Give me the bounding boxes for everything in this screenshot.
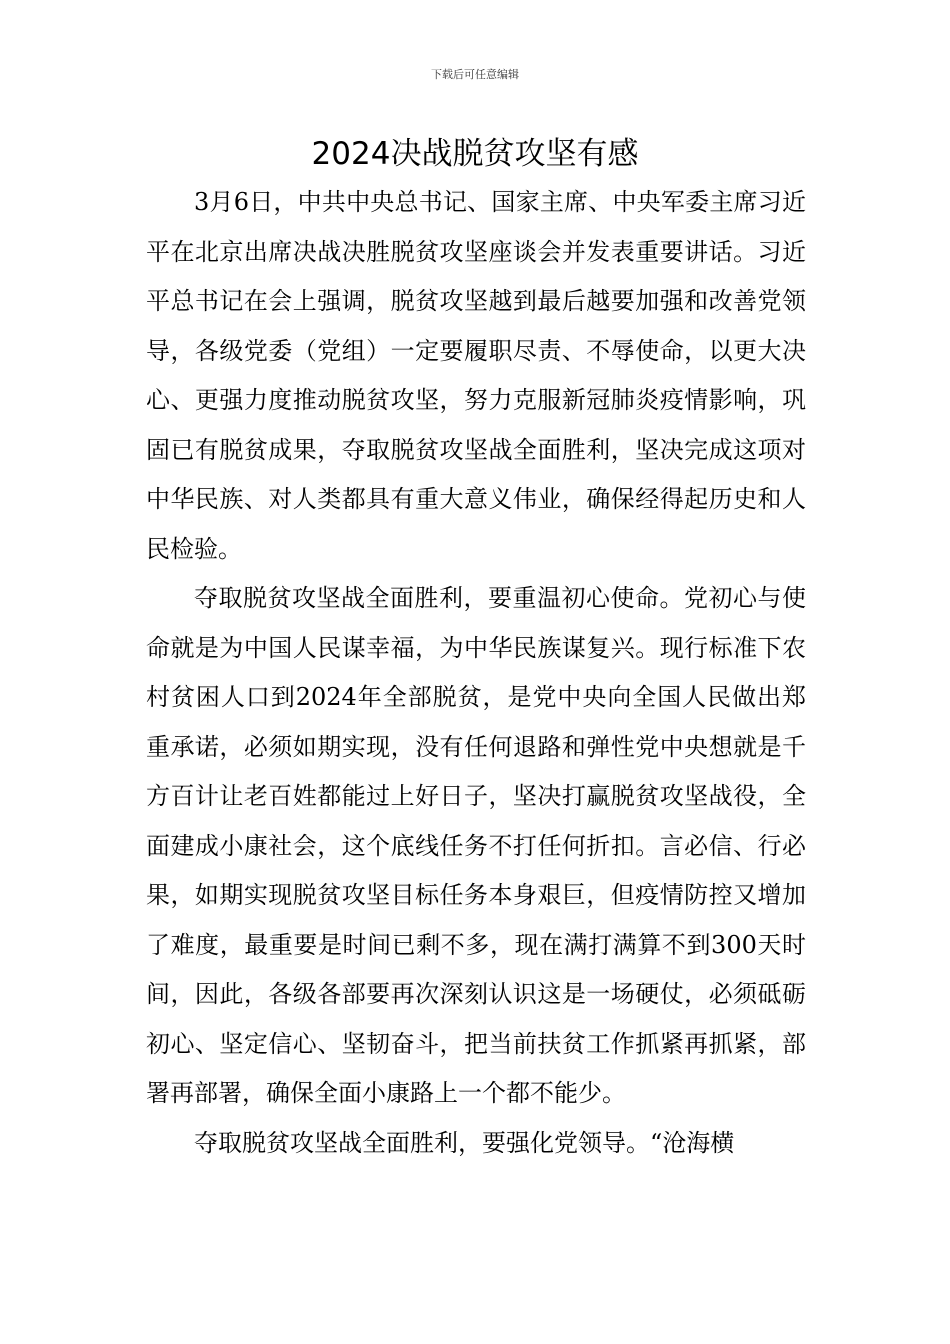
paragraph: 夺取脱贫攻坚战全面胜利，要强化党领导。“沧海横 [194,1128,735,1157]
paragraph: 3月6日，中共中央总书记、国家主席、中央军委主席习近平在北京出席决战决胜脱贫攻坚座谈会并发表重要讲话。习近平总书记在会上强调，脱贫攻坚越到最后越要加强和改善党领导，各级党委（党组）一定要履职尽责、不辱使命，以更大决心、更强力度推动脱贫攻坚，努力克服新冠肺炎疫情影响，巩固已有脱贫成果，夺取脱贫攻坚战全面胜利，坚决完成这项对中华民族、对人类都具有重大意义伟业，确保经得起历史和人民检验。 [146,188,806,563]
document-title: 2024决战脱贫攻坚有感 [311,136,639,172]
document-body [146,178,806,1168]
header-note: 下载后可任意编辑 [431,68,519,81]
paragraph: 夺取脱贫攻坚战全面胜利，要重温初心使命。党初心与使命就是为中国人民谋幸福，为中华民族谋复兴。现行标准下农村贫困人口到2024年全部脱贫，是党中央向全国人民做出郑重承诺，必须如期实现，没有任何退路和弹性党中央想就是千方百计让老百姓都能过上好日子，坚决打赢脱贫攻坚战役，全面建成小康社会，这个底线任务不打任何折扣。言必信、行必果，如期实现脱贫攻坚目标任务本身艰巨，但疫情防控又增加了难度，最重要是时间已剩不多，现在满打满算不到300天时间，因此，各级各部要再次深刻认识这是一场硬仗，必须砥砺初心、坚定信心、坚韧奋斗，把当前扶贫工作抓紧再抓紧，部署再部署，确保全面小康路上一个都不能少。 [146,584,806,1107]
